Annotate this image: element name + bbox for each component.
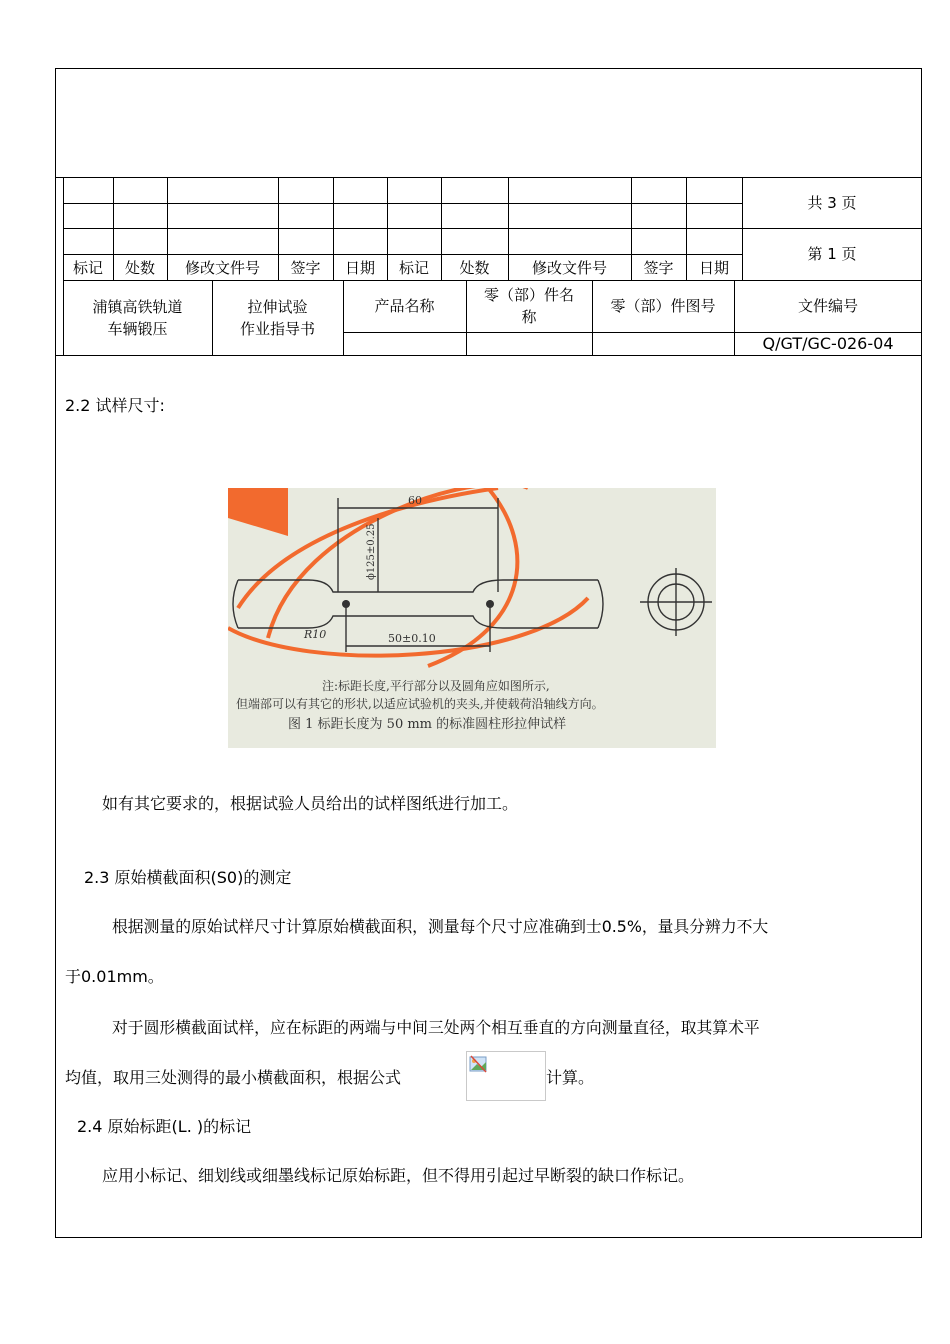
- rev-label-sign-1: 签字: [290, 258, 321, 277]
- rev-label-doc-2: 修改文件号: [531, 258, 607, 277]
- section-2-2-heading: 2.2 试样尺寸:: [65, 396, 165, 415]
- figure-note-line1: 注:标距长度,平行部分以及圆角应如图所示,: [322, 679, 550, 693]
- rev-label-count-2: 处数: [459, 258, 490, 277]
- product-name-label: 产品名称: [374, 297, 435, 315]
- dim-r10-label: R10: [304, 628, 327, 641]
- section-2-3-heading: 2.3 原始横截面积(S0)的测定: [84, 868, 292, 887]
- rev-label-doc-1: 修改文件号: [184, 258, 260, 277]
- paragraph-2-3b-line2-start: 均值，取用三处测得的最小横截面积，根据公式: [65, 1068, 402, 1087]
- part-name-label-line2: 称: [521, 308, 537, 326]
- paragraph-2-4: 应用小标记、细划线或细墨线标记原始标距，但不得用引起过早断裂的缺口作标记。: [102, 1166, 695, 1185]
- file-number-label: 文件编号: [797, 297, 858, 315]
- specimen-drawing: [228, 488, 716, 748]
- broken-image-icon: [469, 1054, 489, 1074]
- paragraph-2-3a-line2: 于0.01mm。: [65, 967, 164, 986]
- section-2-4-heading: 2.4 原始标距(L. )的标记: [77, 1117, 252, 1136]
- paragraph-2-3b-line1: 对于圆形横截面试样，应在标距的两端与中间三处两个相互垂直的方向测量直径，取其算术平: [112, 1018, 760, 1037]
- rule-content-top: [55, 355, 922, 356]
- file-number-value: Q/GT/GC-026-04: [762, 333, 894, 353]
- document-type: [212, 280, 343, 355]
- document-type-line1: 拉伸试验: [247, 297, 308, 316]
- rule-rev-1: [63, 203, 742, 204]
- rev-label-sign-2: 签字: [643, 258, 674, 277]
- paragraph-other-requirements: 如有其它要求的，根据试验人员给出的试样图纸进行加工。: [102, 794, 519, 813]
- rev-label-date-1: 日期: [344, 258, 375, 277]
- document-type-line2: 作业指导书: [239, 319, 315, 338]
- paragraph-2-3b-line2-end: 计算。: [546, 1068, 595, 1087]
- company-name-line1: 浦镇高铁轨道: [92, 297, 183, 316]
- dim-50-label: 50±0.10: [388, 632, 436, 645]
- rev-label-count-1: 处数: [124, 258, 155, 277]
- figure-caption: 图 1 标距长度为 50 mm 的标准圆柱形拉伸试样: [288, 717, 567, 732]
- figure-note-line2: 但端部可以有其它的形状,以适应试验机的夹头,并使载荷沿轴线方向。: [236, 697, 604, 711]
- part-name-label-line1: 零（部）件名: [483, 286, 574, 304]
- company-name: [63, 280, 212, 355]
- rev-label-mark-2: 标记: [398, 258, 429, 277]
- formula-image-placeholder: [466, 1051, 546, 1101]
- total-pages: 共 3 页: [807, 193, 857, 212]
- part-drawing-label: 零（部）件图号: [610, 297, 716, 315]
- specimen-right-end: [598, 580, 603, 628]
- rev-label-mark-1: 标记: [72, 258, 103, 277]
- rev-label-date-2: 日期: [698, 258, 729, 277]
- specimen-figure: [228, 488, 716, 748]
- specimen-left-end: [233, 580, 238, 628]
- current-page: 第 1 页: [807, 245, 857, 263]
- paragraph-2-3a-line1: 根据测量的原始试样尺寸计算原始横截面积，测量每个尺寸应准确到士0.5%，量具分辨力不大: [112, 917, 769, 936]
- orange-wedge: [228, 488, 288, 536]
- gauge-mark-right: [486, 600, 494, 608]
- dim-60-label: 60: [408, 494, 422, 507]
- gauge-mark-left: [342, 600, 350, 608]
- part-name-label: [466, 280, 592, 332]
- company-name-line2: 车辆锻压: [107, 319, 168, 338]
- dim-dia-label: ϕ125±0.25: [366, 523, 377, 580]
